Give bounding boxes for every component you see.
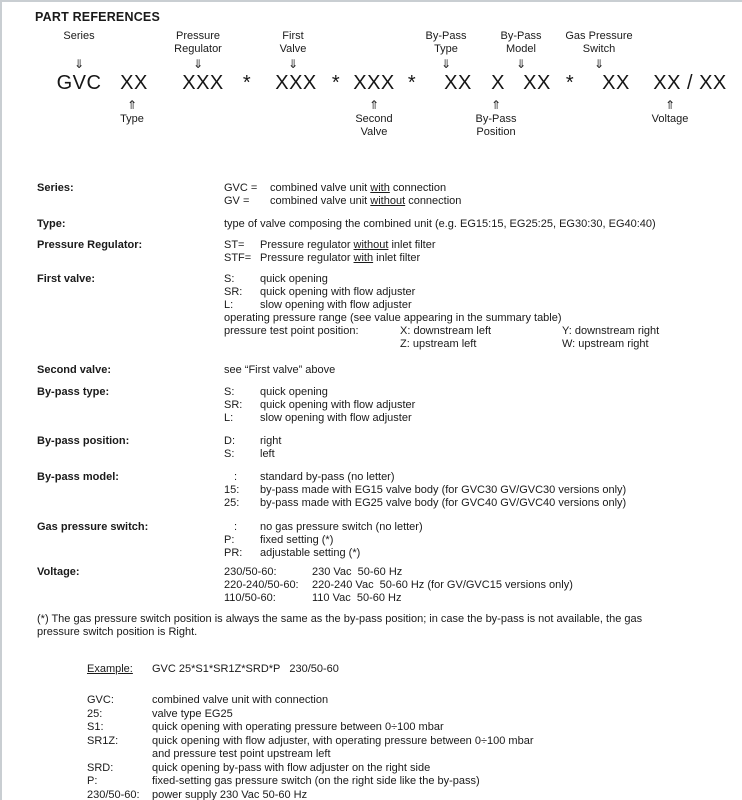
label-line: Series (63, 30, 95, 42)
text-part: inlet filter (388, 239, 436, 251)
label-line: Pressure (175, 30, 221, 42)
code-segment-series: GVC (56, 72, 102, 94)
label-line: Regulator (174, 43, 222, 55)
definition-line (224, 364, 740, 377)
page-title: PART REFERENCES (35, 10, 161, 24)
definition-code: PR: (224, 547, 243, 559)
underlined-text: with (370, 182, 390, 194)
definition-term: Voltage: (37, 566, 80, 578)
asterisk-separator: * (331, 72, 341, 94)
definition-row-bypass-model (37, 471, 740, 510)
definition-row-gas-pressure-switch (37, 521, 740, 560)
text-part: 220-240 Vac 50-60 Hz (for GV/GVC15 versions only) (312, 579, 573, 591)
definition-line (224, 547, 740, 560)
example-item (87, 694, 727, 708)
text-part: quick opening (260, 273, 328, 285)
definition-text (260, 412, 412, 424)
label-line: By-Pass (475, 113, 517, 125)
footnote-line: (*) The gas pressure switch position is always the same as the by-pass position; in case the by-pass is not available, the gas (37, 613, 643, 625)
text-part: standard by-pass (no letter) (260, 471, 395, 483)
text-part: combined valve unit (270, 182, 371, 194)
top-label-first-valve (280, 30, 307, 56)
arrow-down-icon: ⇓ (73, 57, 85, 71)
arrow-up-icon: ⇑ (490, 98, 502, 112)
code-segment-bypass-type: XX (444, 72, 472, 94)
arrow-down-icon: ⇓ (593, 57, 605, 71)
text-part: 230 Vac 50-60 Hz (312, 566, 403, 578)
label-line: Switch (582, 43, 616, 55)
label-line: Valve (360, 126, 388, 138)
label-line: By-Pass (500, 30, 542, 42)
definition-row-second-valve (37, 364, 740, 377)
text-part: quick opening (260, 386, 328, 398)
definition-line (224, 386, 740, 399)
definition-code: 110/50-60: (224, 592, 276, 604)
text-part: no gas pressure switch (no letter) (260, 521, 423, 533)
text-part: left (260, 448, 275, 460)
top-label-bypass-type (426, 30, 467, 56)
definition-line (224, 312, 740, 325)
definition-line (224, 273, 740, 286)
example-item (87, 721, 727, 735)
definition-text (224, 364, 335, 376)
definition-line (224, 195, 740, 208)
test-point-col-right: W: upstream right (562, 338, 649, 350)
definition-text (270, 182, 446, 194)
text-part: Pressure regulator (260, 252, 354, 264)
arrow-down-icon: ⇓ (192, 57, 204, 71)
definition-text (260, 239, 435, 251)
definition-text (260, 286, 415, 298)
definition-line (224, 579, 740, 592)
arrow-down-icon: ⇓ (440, 57, 452, 71)
definition-line (224, 484, 740, 497)
definition-text (270, 195, 461, 207)
text-part: fixed setting (*) (260, 534, 334, 546)
definition-text (260, 299, 412, 311)
label-line: Second (355, 113, 393, 125)
code-segment-type: XX (120, 72, 148, 94)
example-item (87, 708, 727, 722)
text-part: by-pass made with EG15 valve body (for GVC30 GV/GVC30 versions only) (260, 484, 627, 496)
definition-row-type (37, 218, 740, 231)
definition-code: 230/50-60: (224, 566, 277, 578)
test-point-col-right: Y: downstream right (562, 325, 660, 337)
definition-text (312, 592, 401, 604)
definition-line (224, 252, 740, 265)
definition-body (224, 239, 740, 265)
definition-code: S: (224, 273, 235, 285)
example-item (87, 775, 727, 789)
code-segment-bypass-model: XX (523, 72, 551, 94)
definition-code: P: (224, 534, 235, 546)
definition-text (260, 399, 415, 411)
top-label-gas-pressure-switch (565, 30, 632, 56)
definition-row-bypass-type (37, 386, 740, 425)
label-line: Model (506, 43, 536, 55)
example-item-code: S1: (87, 721, 104, 733)
definition-row-bypass-position (37, 435, 740, 461)
example-header (87, 663, 727, 676)
underlined-text: without (370, 195, 406, 207)
example-item-code (87, 748, 152, 762)
label-line: Gas Pressure (565, 30, 633, 42)
example-label: Example: (87, 663, 133, 675)
definition-text (260, 435, 281, 447)
code-segment-gas-pressure-switch: XX (602, 72, 630, 94)
bottom-label-second-valve (355, 113, 392, 139)
definition-line (224, 299, 740, 312)
example-item-text: combined valve unit with connection (152, 694, 329, 706)
definition-text (260, 386, 328, 398)
text-part: adjustable setting (*) (260, 547, 361, 559)
definition-term: First valve: (37, 273, 96, 285)
text-part: connection (405, 195, 462, 207)
definition-line (224, 182, 740, 195)
text-part: quick opening with flow adjuster (260, 399, 416, 411)
definition-term: Series: (37, 182, 74, 194)
example-item (87, 735, 727, 749)
definition-line (224, 338, 740, 351)
code-segment-first-valve: XXX (275, 72, 317, 94)
code-segment-second-valve: XXX (353, 72, 395, 94)
definition-text (224, 312, 562, 324)
definition-line (224, 325, 740, 338)
arrow-up-icon: ⇑ (664, 98, 676, 112)
test-point-col-left: X: downstream left (400, 325, 492, 337)
definition-text (260, 484, 626, 496)
bottom-label-voltage (652, 113, 689, 126)
definition-body (224, 566, 740, 605)
text-part: quick opening with flow adjuster (260, 286, 416, 298)
test-point-lead: pressure test point position: (224, 325, 359, 337)
label-line: Voltage (651, 113, 689, 125)
definition-text (260, 497, 626, 509)
definition-row-voltage (37, 566, 740, 605)
arrow-down-icon: ⇓ (287, 57, 299, 71)
definition-term: Pressure Regulator: (37, 239, 143, 251)
label-line: First (282, 30, 304, 42)
definition-row-series (37, 182, 740, 208)
definition-text (312, 579, 573, 591)
definition-body (224, 182, 740, 208)
definition-line (224, 218, 740, 231)
example-item-text: power supply 230 Vac 50-60 Hz (152, 788, 308, 800)
definition-term: By-pass type: (37, 386, 110, 398)
definition-code: L: (224, 412, 234, 424)
label-line: Type (120, 113, 144, 125)
example-item-text: quick opening with operating pressure between 0÷100 mbar (152, 721, 444, 733)
text-part: slow opening with flow adjuster (260, 412, 412, 424)
asterisk-separator: * (242, 72, 252, 94)
text-part: inlet filter (373, 252, 421, 264)
text-part: Pressure regulator (260, 239, 354, 251)
definition-text (312, 566, 402, 578)
definition-line (224, 497, 740, 510)
definition-body (224, 218, 740, 231)
example-item-code: P: (87, 775, 98, 787)
definition-term: By-pass model: (37, 471, 119, 483)
definition-code: 220-240/50-60: (224, 579, 299, 591)
code-segment-pressure-regulator: XXX (182, 72, 224, 94)
label-line: Position (476, 126, 516, 138)
top-label-pressure-regulator (174, 30, 222, 56)
definition-code: ST= (224, 239, 245, 251)
bottom-label-bypass-position (476, 113, 517, 139)
definition-text (260, 273, 328, 285)
label-line: Valve (279, 43, 307, 55)
definition-line (224, 448, 740, 461)
footnote-line: pressure switch position is Right. (37, 626, 198, 638)
text-part: combined valve unit (270, 195, 371, 207)
definition-text (224, 218, 656, 230)
arrow-up-icon: ⇑ (126, 98, 138, 112)
definition-code: SR: (224, 286, 243, 298)
definition-text (260, 534, 333, 546)
underlined-text: without (353, 239, 389, 251)
label-line: By-Pass (425, 30, 467, 42)
definition-code: STF= (224, 252, 252, 264)
example-item (87, 789, 727, 800)
example-item-text: valve type EG25 (152, 707, 233, 720)
text-part: slow opening with flow adjuster (260, 299, 412, 311)
definition-term: Type: (37, 218, 66, 230)
bottom-label-type (120, 113, 144, 126)
code-segment-voltage: XX / XX (653, 72, 727, 94)
top-label-bypass-model (501, 30, 542, 56)
definition-line (224, 412, 740, 425)
example-item-text: quick opening with flow adjuster, with operating pressure between 0÷100 mbar (152, 734, 534, 747)
example-item (87, 762, 727, 776)
definition-code: SR: (224, 399, 243, 411)
reference-code-diagram (2, 28, 742, 170)
footnote (37, 613, 739, 639)
definition-code: S: (224, 386, 235, 398)
example-item-code: SRD: (87, 761, 114, 774)
text-part: by-pass made with EG25 valve body (for GVC40 GV/GVC40 versions only) (260, 497, 627, 509)
asterisk-separator: * (407, 72, 417, 94)
definition-text (260, 252, 420, 264)
label-line: Type (434, 43, 458, 55)
definition-code: L: (224, 299, 234, 311)
example-item-text: quick opening by-pass with flow adjuster on the right side (152, 761, 431, 774)
example-item-text: fixed-setting gas pressure switch (on the right side like the by-pass) (152, 775, 480, 787)
definition-term: Gas pressure switch: (37, 521, 149, 533)
definition-code: D: (224, 435, 235, 447)
definition-term: By-pass position: (37, 435, 130, 447)
definition-code: 15: (224, 484, 240, 496)
definition-term: Second valve: (37, 364, 111, 376)
definition-code: GV = (224, 195, 250, 207)
text-part: connection (389, 182, 447, 194)
definition-text (260, 521, 423, 533)
test-point-col-left: Z: upstream left (400, 338, 477, 350)
code-segment-bypass-position: X (491, 72, 505, 94)
definition-code: GVC = (224, 182, 258, 194)
definition-line (224, 435, 740, 448)
text-part: right (260, 435, 282, 447)
definition-line (224, 592, 740, 605)
example-item-text: and pressure test point upstream left (152, 748, 331, 760)
top-label-series (63, 30, 94, 43)
definition-text (260, 448, 275, 460)
definition-body (224, 521, 740, 560)
definition-body (224, 273, 740, 351)
example-item-code: 230/50-60: (87, 788, 140, 800)
definition-text (260, 471, 395, 483)
definition-code: 25: (224, 497, 240, 509)
definition-body (224, 435, 740, 461)
example-item (87, 748, 727, 762)
definition-text (260, 547, 360, 559)
text-part: operating pressure range (see value appearing in the summary table) (224, 312, 562, 324)
definition-body (224, 471, 740, 510)
example-breakdown-list (87, 694, 727, 800)
definition-body (224, 364, 740, 377)
definition-code: : (234, 471, 238, 483)
arrow-down-icon: ⇓ (515, 57, 527, 71)
asterisk-separator: * (565, 72, 575, 94)
example-code: GVC 25*S1*SR1Z*SRD*P 230/50-60 (152, 663, 339, 675)
text-part: see “First valve” above (224, 364, 336, 376)
definition-code: S: (224, 448, 235, 460)
example-section (87, 663, 727, 800)
definition-line (224, 239, 740, 252)
example-item-code: GVC: (87, 694, 114, 706)
example-item-code: 25: (87, 707, 103, 720)
definition-line (224, 471, 740, 484)
definition-line (224, 399, 740, 412)
definition-body (224, 386, 740, 425)
definition-line (224, 521, 740, 534)
definition-line (224, 566, 740, 579)
underlined-text: with (353, 252, 374, 264)
arrow-up-icon: ⇑ (368, 98, 380, 112)
definition-row-first-valve (37, 273, 740, 351)
text-part: type of valve composing the combined unit (e.g. EG15:15, EG25:25, EG30:30, EG40:40) (224, 218, 656, 230)
definition-code: : (234, 521, 238, 533)
text-part: 110 Vac 50-60 Hz (312, 592, 402, 604)
definition-row-pressure-regulator (37, 239, 740, 265)
example-item-code: SR1Z: (87, 734, 119, 747)
definition-line (224, 286, 740, 299)
definition-line (224, 534, 740, 547)
